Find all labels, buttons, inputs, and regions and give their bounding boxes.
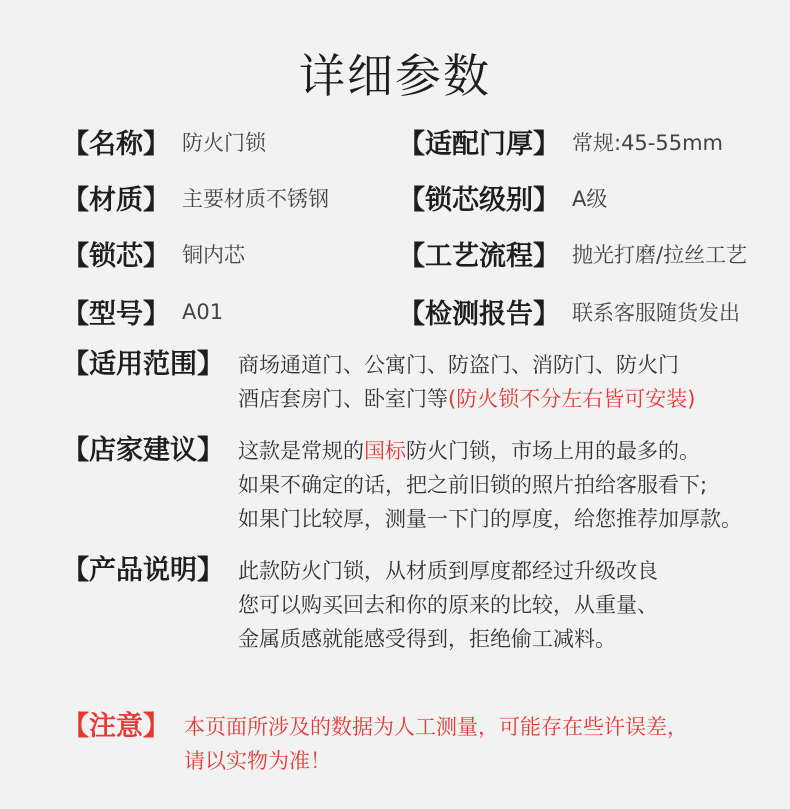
description-section xyxy=(62,554,784,656)
advice-text xyxy=(238,434,742,536)
scope-highlight: (防火锁不分左右皆可安装) xyxy=(448,387,696,411)
description-text xyxy=(238,554,658,656)
advice-section xyxy=(62,434,784,536)
description-line-1: 此款防火门锁，从材质到厚度都经过升级改良 xyxy=(238,559,658,583)
page-title: 详细参数 xyxy=(299,49,491,103)
spec-value: A级 xyxy=(572,186,608,211)
spec-model xyxy=(62,292,223,331)
scope-line-2-text: 酒店套房门、卧室门等 xyxy=(238,387,448,411)
spec-test-report xyxy=(398,292,740,331)
scope-line-2 xyxy=(238,382,695,416)
spec-core xyxy=(62,234,245,273)
spec-label: 【材质】 xyxy=(62,185,170,216)
spec-core-grade xyxy=(398,178,607,217)
advice-line-2: 如果不确定的话，把之前旧锁的照片拍给客服看下; xyxy=(238,473,708,497)
description-line-2: 您可以购买回去和你的原来的比较，从重量、 xyxy=(238,593,658,617)
spec-value: 抛光打磨/拉丝工艺 xyxy=(572,242,748,267)
note-section xyxy=(62,710,784,778)
spec-value: A01 xyxy=(182,299,224,324)
advice-line-1-a: 这款是常规的 xyxy=(238,439,364,463)
advice-line-1-b: 防火门锁，市场上用的最多的。 xyxy=(406,439,700,463)
note-label: 【注意】 xyxy=(62,711,170,742)
spec-process xyxy=(398,234,747,273)
spec-label: 【工艺流程】 xyxy=(398,241,560,272)
scope-label: 【适用范围】 xyxy=(62,349,224,380)
spec-label: 【检测报告】 xyxy=(398,299,560,330)
spec-label: 【锁芯级别】 xyxy=(398,185,560,216)
spec-name xyxy=(62,122,266,161)
spec-label: 【适配门厚】 xyxy=(398,129,560,160)
spec-value: 防火门锁 xyxy=(182,130,266,155)
spec-value: 主要材质不锈钢 xyxy=(182,186,329,211)
spec-label: 【型号】 xyxy=(62,299,170,330)
spec-label: 【名称】 xyxy=(62,129,170,160)
description-label: 【产品说明】 xyxy=(62,555,224,586)
advice-highlight: 国标 xyxy=(364,439,406,463)
spec-material xyxy=(62,178,329,217)
note-text xyxy=(184,710,688,778)
scope-line-1: 商场通道门、公寓门、防盗门、消防门、防火门 xyxy=(238,353,679,377)
spec-value: 铜内芯 xyxy=(182,242,245,267)
spec-value: 联系客服随货发出 xyxy=(572,300,740,325)
scope-section xyxy=(62,348,784,416)
advice-line-3: 如果门比较厚，测量一下门的厚度，给您推荐加厚款。 xyxy=(238,507,742,531)
advice-line-1 xyxy=(238,434,742,468)
description-line-3: 金属质感就能感受得到，拒绝偷工减料。 xyxy=(238,627,616,651)
spec-door-thickness xyxy=(398,122,723,161)
spec-label: 【锁芯】 xyxy=(62,241,170,272)
spec-value: 常规:45-55mm xyxy=(572,130,724,155)
advice-label: 【店家建议】 xyxy=(62,435,224,466)
scope-text xyxy=(238,348,695,416)
note-line-1: 本页面所涉及的数据为人工测量，可能存在些许误差， xyxy=(184,715,688,739)
note-line-2: 请以实物为准！ xyxy=(184,749,331,773)
